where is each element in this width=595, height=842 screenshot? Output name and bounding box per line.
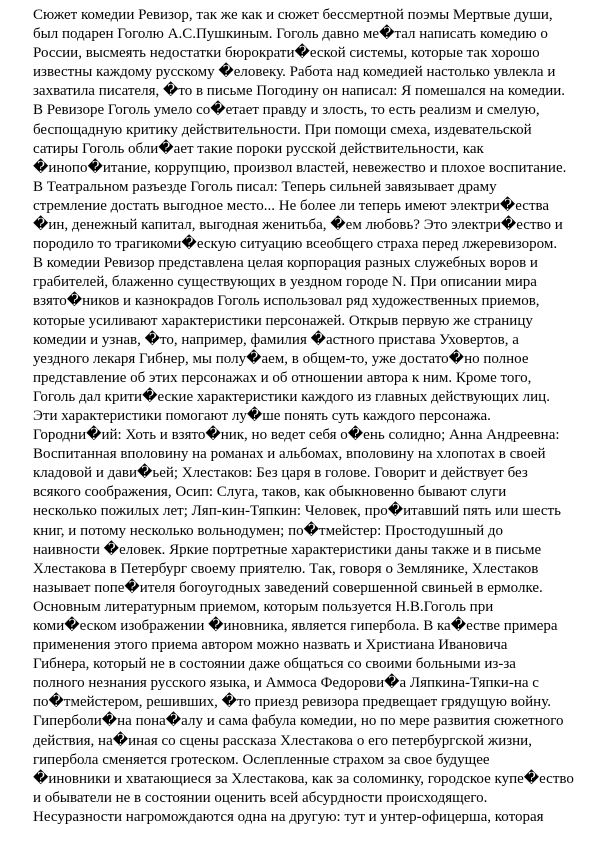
text-line: беспощадную критику действительности. При помощи смеха, издевательской bbox=[33, 121, 532, 138]
text-line: всякого соображения, Осип: Слуга, таков, как обыкновенно бывают слуги bbox=[33, 484, 507, 501]
text-line: Гиперболи�на пона�алу и сама фабула комедии, но по мере развития сюжетного bbox=[33, 713, 564, 730]
text-line: �инопо�итание, коррупцию, произвол властей, невежество и плохое воспитание. bbox=[33, 159, 567, 176]
text-line: Гоголь дал крити�еские характеристики каждого из главных действующих лиц. bbox=[33, 388, 550, 405]
text-line: кладовой и дави�ьей; Хлестаков: Без царя в голове. Говорит и действует без bbox=[33, 465, 528, 482]
text-line: Основным литературным приемом, которым пользуется Н.В.Гоголь при bbox=[33, 598, 494, 615]
text-line: называет попе�ителя богоугодных заведений совершенной свиньей в ермолке. bbox=[33, 579, 543, 596]
text-line: известны каждому русскому �еловеку. Работа над комедией настолько увлекла и bbox=[33, 64, 556, 81]
text-line: представление об этих персонажах и об отношении автора к ним. Кроме того, bbox=[33, 369, 532, 386]
text-line: комедии и узнав, �то, например, фамилия �астного пристава Уховертов, а bbox=[33, 331, 519, 348]
text-line: России, высмеять недостатки бюрократи�еской системы, которые так хорошо bbox=[33, 45, 540, 62]
text-line: Эти характеристики помогают лу�ше понять суть каждого персонажа. bbox=[33, 407, 491, 424]
text-line: уездного лекаря Гибнер, мы полу�аем, в общем-то, уже достато�но полное bbox=[33, 350, 529, 367]
essay-text bbox=[33, 6, 578, 827]
text-line: �ин, денежный капитал, выгодная женитьба, �ем любовь? Это электри�ество и bbox=[33, 217, 563, 234]
text-line: гипербола сменяется гротеском. Ослепленные страхом за свое будущее bbox=[33, 751, 490, 768]
text-line: Городни�ий: Хоть и взято�ник, но ведет себя о�ень солидно; Анна Андреевна: bbox=[33, 427, 560, 444]
text-line: В комедии Ревизор представлена целая корпорация разных служебных воров и bbox=[33, 255, 538, 272]
text-line: несколько пожилых лет; Ляп-кин-Тяпкин: Человек, про�итавший пять или шесть bbox=[33, 503, 561, 520]
text-line: был подарен Гоголю А.С.Пушкиным. Гоголь давно ме�тал написать комедию о bbox=[33, 26, 548, 43]
text-line: �иновники и хватающиеся за Хлестакова, как за соломинку, городское купе�ество bbox=[33, 770, 574, 787]
text-line: наивности �еловек. Яркие портретные характеристики даны также и в письме bbox=[33, 541, 542, 558]
text-line: сатиры Гоголь обли�ает такие пороки русской действительности, как bbox=[33, 140, 484, 157]
text-line: которые усиливают характеристики персонажей. Открыв первую же страницу bbox=[33, 312, 533, 329]
text-line: захватила писателя, �то в письме Погодину он написал: Я помешался на комедии. bbox=[33, 83, 566, 100]
text-line: Сюжет комедии Ревизор, так же как и сюжет бессмертной поэмы Мертвые души, bbox=[33, 7, 553, 23]
text-line: и обыватели не в состоянии оценить всей абсурдности происходящего. bbox=[33, 789, 488, 806]
text-line: действия, на�иная со сцены рассказа Хлестакова о его петербургской жизни, bbox=[33, 732, 532, 749]
text-line: породило то трагикоми�ескую ситуацию всеобщего страха перед лжеревизором. bbox=[33, 236, 558, 253]
text-line: В Театральном разъезде Гоголь писал: Теперь сильней завязывает драму bbox=[33, 178, 497, 195]
text-line: книг, и потому несколько вольнодумен; по�тмейстер: Простодушный до bbox=[33, 522, 504, 539]
text-line: Хлестакова в Петербург своему приятелю. Так, говоря о Землянике, Хлестаков bbox=[33, 560, 539, 577]
text-line: применения этого приема автором можно назвать и Христиана Ивановичa bbox=[33, 637, 508, 654]
text-line: полного незнания русского языка, и Аммоса Федорови�а Ляпкина-Тяпки-на с bbox=[33, 675, 539, 692]
text-line: взято�ников и казнокрадов Гоголь использовал ряд художественных приемов, bbox=[33, 293, 540, 310]
text-line: по�тмейстером, решивших, �то приезд ревизора предвещает грядущую войну. bbox=[33, 694, 551, 711]
text-line: коми�еском изображении �иновника, является гипербола. В ка�естве примера bbox=[33, 618, 558, 634]
text-line: грабителей, блаженно существующих в уездном городе N. При описании мира bbox=[33, 274, 537, 291]
text-line: Воспитанная вполовину на романах и альбомах, вполовину на хлопотах в своей bbox=[33, 446, 546, 463]
text-line: Гибнера, который не в состоянии даже общаться со своими больными из-за bbox=[33, 656, 516, 673]
text-line: Несуразности нагромождаются одна на другую: тут и унтер-офицерша, которая bbox=[33, 808, 544, 825]
text-line: В Ревизоре Гоголь умело со�етает правду и злость, то есть реализм и смелую, bbox=[33, 102, 540, 119]
text-line: стремление достать выгодное место... Не более ли теперь имеют электри�ества bbox=[33, 197, 550, 214]
